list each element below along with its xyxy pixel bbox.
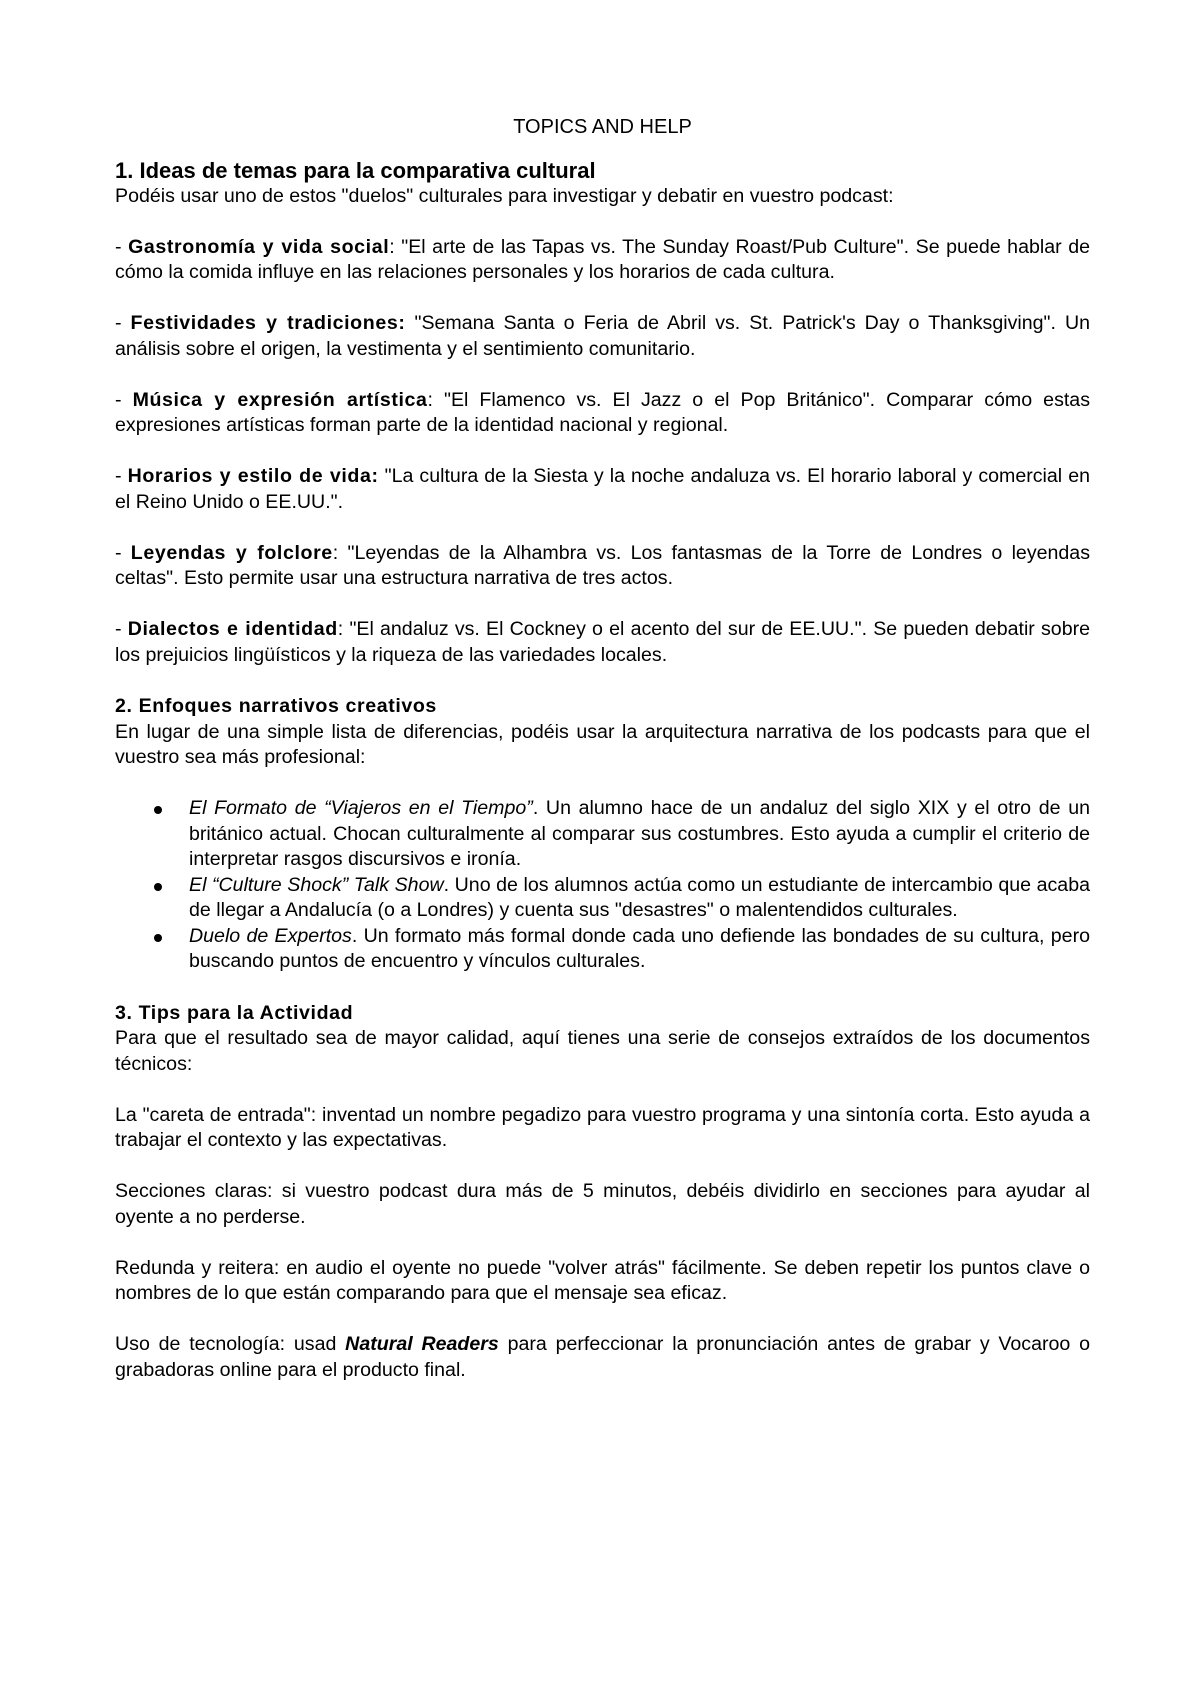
list-item <box>189 924 1090 975</box>
topic-item-musica <box>115 388 1090 439</box>
tip-redunda: Redunda y reitera: en audio el oyente no puede "volver atrás" fácilmente. Se deben repetir los puntos clave o nombres de lo que están comparando para que el mensaje sea eficaz. <box>115 1256 1090 1304</box>
document-title: TOPICS AND HELP <box>513 116 692 138</box>
topic-separator: : <box>337 618 350 640</box>
topic-label: Gastronomía y vida social <box>128 235 390 258</box>
format-title: El “Culture Shock” Talk Show <box>189 873 444 896</box>
topic-prefix: - <box>115 235 129 258</box>
topic-separator: : <box>332 541 348 564</box>
topic-prefix: - <box>115 465 128 487</box>
format-title: Duelo de Expertos <box>189 924 352 947</box>
topic-text: "El Flamenco vs. El Jazz o el Pop Británico". Comparar cómo estas expresiones artísticas forman parte de la identidad nacional y regional. <box>115 388 1091 436</box>
tip-text-before: Uso de tecnología: usad <box>115 1333 346 1355</box>
section-1-intro: Podéis usar uno de estos "duelos" culturales para investigar y debatir en vuestro podcast: <box>115 184 894 207</box>
topic-label: Horarios y estilo de vida: <box>127 465 379 487</box>
topic-text: "Semana Santa o Feria de Abril vs. St. Patrick's Day o Thanksgiving". Un análisis sobre el origen, la vestimenta y el sentimiento comunitario. <box>115 312 1091 360</box>
format-text: . Un alumno hace de un andaluz del siglo XIX y el otro de un británico actual. Chocan culturalmente al comparar sus costumbres. Esto ayuda a cumplir el criterio de interpretar rasgos discursivos e ironía. <box>189 797 1090 870</box>
topic-separator: : <box>389 235 402 258</box>
tip-secciones: Secciones claras: si vuestro podcast dura más de 5 minutos, debéis dividirlo en secciones para ayudar al oyente a no perderse. <box>115 1180 1090 1228</box>
topic-prefix: - <box>115 312 131 334</box>
list-item <box>189 796 1090 873</box>
format-text: . Un formato más formal donde cada uno defiende las bondades de su cultura, pero buscando puntos de encuentro y vínculos culturales. <box>189 924 1090 972</box>
list-item <box>189 873 1090 924</box>
topic-label: Festividades y tradiciones: <box>130 312 406 334</box>
section-3-heading: 3. Tips para la Actividad <box>115 1001 354 1024</box>
topic-label: Leyendas y folclore <box>130 541 333 564</box>
section-1-heading: 1. Ideas de temas para la comparativa cultural <box>115 157 596 183</box>
topic-item-horarios <box>115 464 1090 515</box>
topic-text: "El arte de las Tapas vs. The Sunday Roast/Pub Culture". Se puede hablar de cómo la comida influye en las relaciones personales y los horarios de cada cultura. <box>115 235 1090 283</box>
tip-careta: La "careta de entrada": inventad un nombre pegadizo para vuestro programa y una sintonía corta. Esto ayuda a trabajar el contexto y las expectativas. <box>115 1103 1090 1151</box>
format-text: . Uno de los alumnos actúa como un estudiante de intercambio que acaba de llegar a Andalucía (o a Londres) y cuenta sus "desastres" o malentendidos culturales. <box>189 873 1090 921</box>
tip-text-after: para perfeccionar la pronunciación antes de grabar y Vocaroo o grabadoras online para el producto final. <box>115 1333 1090 1381</box>
topic-label: Dialectos e identidad <box>127 618 338 640</box>
topic-text: "El andaluz vs. El Cockney o el acento del sur de EE.UU.". Se pueden debatir sobre los prejuicios lingüísticos y la riqueza de las variedades locales. <box>115 618 1091 666</box>
topic-item-leyendas <box>115 541 1090 592</box>
topic-item-gastronomia <box>115 235 1090 286</box>
topic-text: "La cultura de la Siesta y la noche andaluza vs. El horario laboral y comercial en el Reino Unido o EE.UU.". <box>115 465 1090 513</box>
topic-prefix: - <box>115 618 128 640</box>
section-2-intro: En lugar de una simple lista de diferencias, podéis usar la arquitectura narrativa de los podcasts para que el vuestro sea más profesional: <box>115 720 1090 768</box>
topic-item-festividades <box>115 311 1090 362</box>
topic-separator: : <box>427 388 444 411</box>
topic-label: Música y expresión artística <box>132 388 428 411</box>
topic-item-dialectos <box>115 617 1090 668</box>
format-title: El Formato de “Viajeros en el Tiempo” <box>189 797 533 819</box>
topic-text: "Leyendas de la Alhambra vs. Los fantasmas de la Torre de Londres o leyendas celtas". Esto permite usar una estructura narrativa de tres actos. <box>115 541 1091 589</box>
narrative-format-list <box>115 796 1090 975</box>
topic-prefix: - <box>115 388 133 411</box>
tool-name: Natural Readers <box>345 1333 499 1355</box>
tip-tecnologia <box>115 1332 1090 1383</box>
section-2-heading: 2. Enfoques narrativos creativos <box>115 695 437 717</box>
section-3-intro: Para que el resultado sea de mayor calidad, aquí tienes una serie de consejos extraídos de los documentos técnicos: <box>115 1027 1090 1075</box>
topic-prefix: - <box>115 541 131 564</box>
